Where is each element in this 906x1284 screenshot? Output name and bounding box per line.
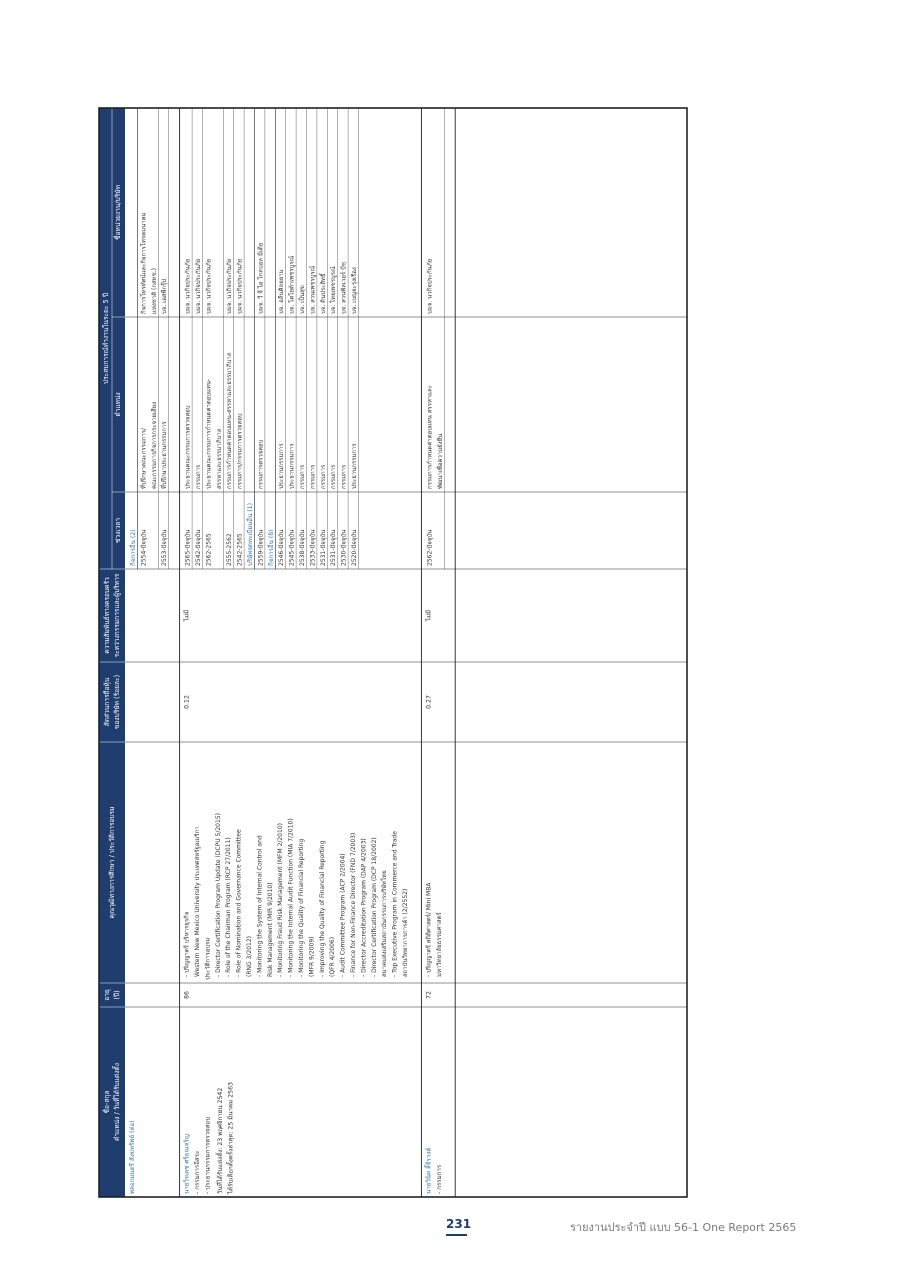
experience-position: กรรมการ bbox=[299, 464, 306, 489]
header-experience: ประสบการณ์ทำงานในระยะ 5 ปี bbox=[102, 292, 110, 385]
experience-company: บจ. ดินประสิทธิ์ bbox=[319, 273, 327, 314]
training-heading: ประวัติการอบรม bbox=[204, 937, 212, 980]
header-position: ตำแหน่ง / วันที่ได้รับแต่งตั้ง bbox=[113, 1063, 121, 1141]
experience-position: ประธานคณะกรรมการกำหนดค่าตอบแทน- bbox=[205, 378, 213, 489]
education-item: - Director Accreditation Program (DAP 4/2003) bbox=[360, 838, 368, 977]
experience-position: กรรมการ bbox=[330, 464, 338, 489]
experience-group-title: กิจการอื่น (2) bbox=[130, 529, 137, 566]
education-item: (QFR 4/2006) bbox=[329, 936, 337, 977]
education-item: สถาบันวิทยาการการค้า (2/2552) bbox=[402, 888, 409, 977]
education-item: - Finance for Non-Finance Director (FND 7/2003) bbox=[350, 832, 357, 977]
experience-position: กรรมการ bbox=[319, 464, 327, 489]
experience-period: 2559-ปัจจุบัน bbox=[257, 529, 265, 566]
person-name: พลอกมนตรี สังขทรัพย์ (ต่อ) bbox=[129, 1120, 136, 1194]
experience-period: 2520-ปัจจุบัน bbox=[351, 529, 358, 566]
education-item: - Improving the Quality of Financial Reporting bbox=[318, 840, 326, 977]
experience-company: บมจ. นวกิจประกันภัย bbox=[426, 258, 434, 314]
experience-period: 2555-2562 bbox=[226, 533, 234, 566]
experience-period: 2562-ปัจจุบัน bbox=[426, 529, 434, 566]
education-item: - Audit Committee Program (ACP 2/2004) bbox=[339, 853, 347, 977]
person-family: ไม่มี bbox=[183, 609, 191, 622]
experience-position: ประธานกรรมการ bbox=[278, 443, 286, 489]
experience-company: บมจ. นวกิจประกันภัย bbox=[184, 258, 192, 314]
header-age-unit: (ปี) bbox=[113, 990, 121, 1000]
page-number: 231 bbox=[446, 1217, 472, 1231]
education-item: (RNG 3/2012) bbox=[246, 935, 253, 977]
education-item: Western New Mexico University ประเทศสหรัฐอเมริกา bbox=[194, 826, 201, 977]
experience-period: 2542-2565 bbox=[236, 533, 244, 566]
person-role: - กรรมการอิสระ bbox=[194, 1150, 201, 1194]
experience-period: 2565-ปัจจุบัน bbox=[184, 529, 192, 566]
header-name: ชื่อ-สกุล bbox=[103, 1090, 111, 1114]
experience-position: กรรมการ bbox=[309, 464, 317, 489]
header-family: ความสัมพันธ์ทางครอบครัว bbox=[103, 577, 111, 654]
experience-company: บจ. สวนพิลเวอร์ บีช bbox=[340, 262, 348, 314]
header-family-sub: ระหว่างกรรมการและผู้บริหาร bbox=[113, 573, 121, 658]
experience-period: 2538-ปัจจุบัน bbox=[299, 529, 306, 566]
appointment-date: วันที่ได้รับแต่งตั้ง: 23 พฤศจิกายน 2542 bbox=[216, 1087, 224, 1194]
experience-company: บจ. อลีนคิลยยาม bbox=[278, 269, 286, 314]
person-name: นายวีรเดช ศรีธนเจริญ bbox=[183, 1133, 191, 1194]
education-item: - Director Certification Program Update (DCPU 5/2015) bbox=[214, 813, 222, 977]
person-share: 0.12 bbox=[183, 695, 191, 709]
experience-position: กรรมการกำหนดค่าตอบแทน-สรรหาและธรรมาภิบาล bbox=[226, 352, 234, 489]
experience-company: บจ. เอสพีกรุ๊ป bbox=[161, 278, 169, 314]
experience-position: กรรมการ/กรรมการตรวจสอบ bbox=[236, 413, 244, 489]
education-item: - Director Certification Program (DCP 18/2002) bbox=[370, 837, 378, 977]
person-family: ไม่มี bbox=[425, 609, 433, 622]
person-role: - ประธานกรรมการตรวจสอบ bbox=[204, 1116, 212, 1194]
education-item: - Top Executive Program in Commerce and Trade bbox=[391, 831, 399, 977]
header-age: อายุ bbox=[103, 989, 111, 1001]
education-item: - Monitoring Fraud Risk Management (MFM 2/2010) bbox=[277, 822, 285, 977]
header-education: คุณวุฒิทางการศึกษา / ประวัติการอบรม bbox=[108, 806, 116, 919]
education-item: สมาคมส่งเสริมสถาบันกรรมการบริษัทไทย bbox=[381, 870, 389, 977]
experience-position: ประธานกรรมการ bbox=[288, 443, 296, 489]
experience-company: บจ. เป็นสุข bbox=[299, 285, 306, 314]
experience-company: กิจการโทรทัศน์และกิจการโทรคมนาคม bbox=[140, 212, 148, 314]
appointment-date: ได้รับเลือกตั้งครั้งล่าสุด: 25 มีนาคม 2563 bbox=[227, 1082, 235, 1194]
person-share: 0.27 bbox=[425, 695, 433, 709]
experience-company: บจ. โตโยต้าเพชรบูรณ์ bbox=[288, 255, 296, 314]
education-item: - Monitoring the System of Internal Control and bbox=[256, 835, 264, 977]
experience-position: คณะกรรมการกิจการกระจายเสียง bbox=[150, 401, 158, 489]
experience-position: ที่ปรึกษาประธานกรรมการ bbox=[161, 421, 169, 489]
header-position-col: ตำแหน่ง bbox=[114, 392, 122, 417]
education-item: (MFR 9/2009) bbox=[308, 936, 316, 977]
experience-company: บมจ. นวกิจประกันภัย bbox=[226, 258, 234, 314]
experience-position: ที่ปรึกษาคณะกรรมการ/ bbox=[140, 427, 148, 489]
experience-position: ประธานกรรมการ bbox=[351, 443, 358, 489]
header-share: สัดส่วนการถือหุ้น bbox=[103, 677, 111, 727]
experience-company: บจ. สวนเพชรบูรณ์ bbox=[309, 265, 317, 314]
person-age: 86 bbox=[183, 991, 191, 999]
report-title: รายงานประจำปี แบบ 56-1 One Report 2565 bbox=[570, 1221, 797, 1234]
experience-position: กรรมการ bbox=[195, 464, 202, 489]
education-item: - ปริญญาตรี สถิติศาสตร์/ Mini MBA bbox=[425, 882, 433, 977]
education-item: - Monitoring the Internal Audit Function (MIA 7/2010) bbox=[287, 818, 295, 977]
experience-position: กรรมการ bbox=[340, 464, 348, 489]
experience-period: 2531-ปัจจุบัน bbox=[330, 529, 338, 566]
education-item: มหาวิทยาลัยธรรมศาสตร์ bbox=[435, 912, 443, 977]
person-role: - กรรมการ bbox=[435, 1164, 443, 1194]
page-number-underline bbox=[446, 1234, 467, 1236]
experience-group-title: กิจการอื่น (8) bbox=[267, 529, 275, 566]
experience-company: บจ. เบญจะรุ่งเรือง bbox=[351, 267, 358, 314]
experience-period: 2530-ปัจจุบัน bbox=[340, 529, 348, 566]
experience-period: 2553-ปัจจุบัน bbox=[161, 529, 169, 566]
experience-period: 2542-ปัจจุบัน bbox=[195, 529, 202, 566]
person-name: นายวินิต ลี้จีรวงค์ bbox=[425, 1147, 433, 1194]
education-item: Risk Management (MIR 9/2010) bbox=[266, 882, 274, 977]
experience-period: 2562-2565 bbox=[205, 533, 213, 566]
experience-position: กรรมการกำหนดค่าตอบแทน สรรหาและ bbox=[426, 385, 434, 489]
experience-group-title: บริษัทจดทะเบียนอื่น (1) bbox=[247, 502, 254, 566]
experience-period: 2554-ปัจจุบัน bbox=[140, 529, 148, 566]
experience-period: 2546-ปัจจุบัน bbox=[278, 529, 286, 566]
experience-period: 2531-ปัจจุบัน bbox=[319, 529, 327, 566]
education-item: - ปริญญาตรี บริหารธุรกิจ bbox=[183, 911, 191, 977]
header-period: ช่วงเวลา bbox=[114, 517, 122, 544]
experience-period: 2533-ปัจจุบัน bbox=[309, 529, 317, 566]
person-age: 72 bbox=[425, 991, 433, 999]
experience-position: สรรหาและธรรมาภิบาล bbox=[215, 428, 223, 489]
header-share-unit: ของบริษัท (ร้อยละ) bbox=[113, 674, 121, 730]
education-item: - Monitoring the Quality of Financial Reporting bbox=[298, 838, 305, 977]
header-company: ชื่อหน่วยงาน/บริษัท bbox=[114, 185, 122, 240]
experience-position: พัฒนาเพื่อความยั่งยืน bbox=[436, 433, 444, 489]
experience-company: บมจ. นวกิจประกันภัย bbox=[195, 258, 202, 314]
experience-period: 2545-ปัจจุบัน bbox=[288, 529, 296, 566]
experience-company: บมจ. วี จี ไอ โกลบอล มีเดีย bbox=[257, 242, 265, 314]
experience-position: ประธานคณะกรรมการตรวจสอบ bbox=[184, 405, 192, 489]
education-item: - Role of the Chairman Program (RCP 27/2011) bbox=[225, 837, 233, 977]
experience-company: แห่งชาติ (กสทช.) bbox=[150, 268, 158, 314]
experience-company: บจ. ไทยเพชรบูรณ์ bbox=[330, 266, 338, 314]
education-item: - Role of Nomination and Governance Committee bbox=[235, 829, 243, 977]
experience-company: บมจ. นวกิจประกันภัย bbox=[236, 258, 244, 314]
experience-company: บมจ. นวกิจประกันภัย bbox=[205, 258, 213, 314]
experience-position: กรรมการตรวจสอบ bbox=[257, 439, 265, 489]
